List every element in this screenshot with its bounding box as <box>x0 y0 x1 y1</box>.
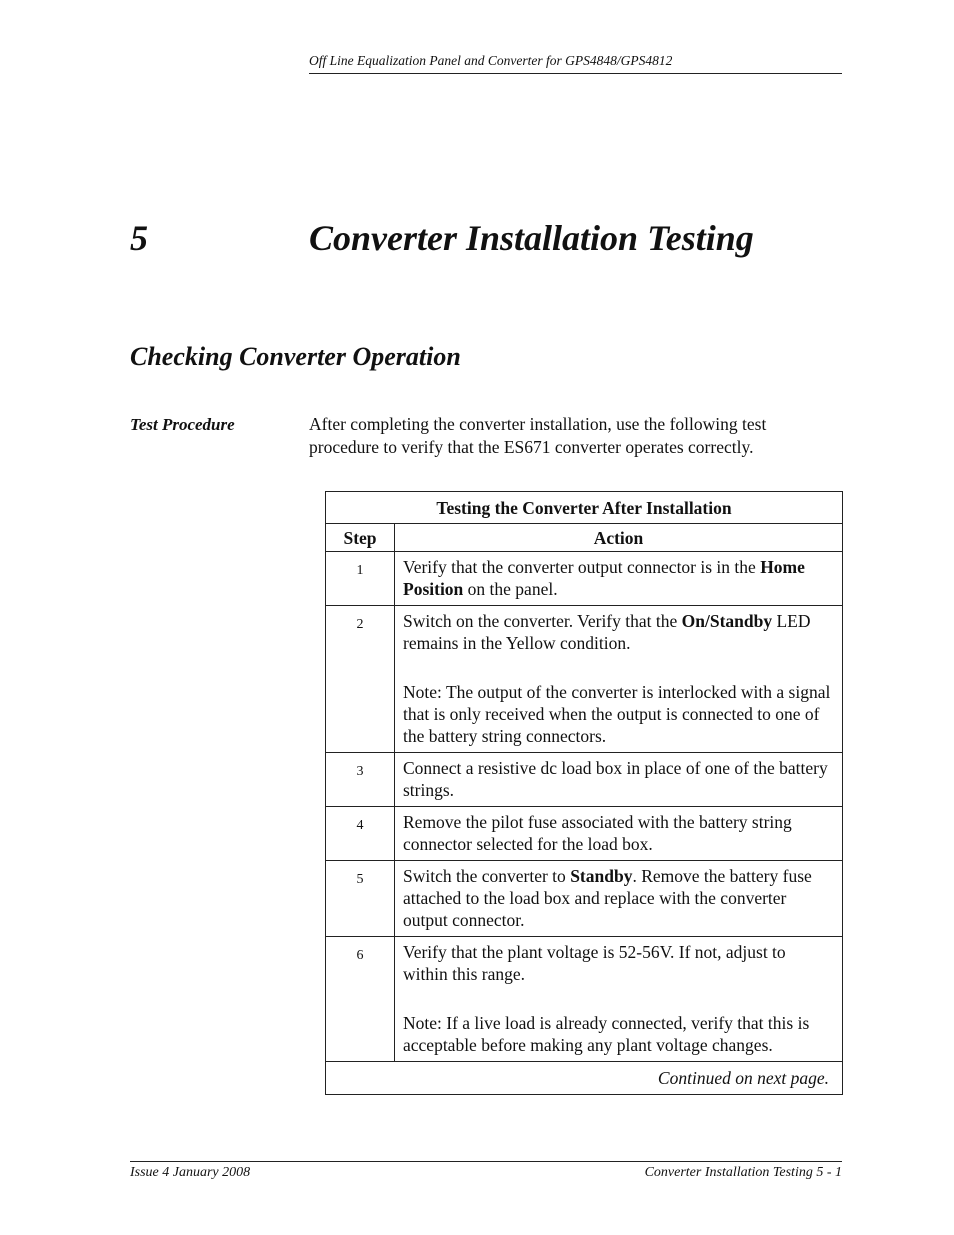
step-number: 2 <box>326 606 395 753</box>
table-row <box>326 861 843 937</box>
table-caption-row <box>326 492 843 524</box>
step-action <box>395 552 843 606</box>
step-action <box>395 937 843 1062</box>
step-number: 5 <box>326 861 395 937</box>
step-number: 1 <box>326 552 395 606</box>
table-header-row <box>326 524 843 552</box>
page-footer <box>130 1161 842 1182</box>
step-action <box>395 861 843 937</box>
test-steps-table <box>325 491 843 1095</box>
action-text <box>403 811 834 855</box>
action-text <box>403 556 834 600</box>
table-caption: Testing the Converter After Installation <box>326 492 843 524</box>
table-row <box>326 552 843 606</box>
footer-issue: Issue 4 January 2008 <box>130 1165 251 1180</box>
action-emphasis: Home Position <box>403 557 805 599</box>
action-text <box>403 941 834 985</box>
action-text-part: on the panel. <box>463 579 558 599</box>
table-row <box>326 606 843 753</box>
continued-note: Continued on next page. <box>326 1062 843 1095</box>
action-text-part: LED remains in the Yellow condition. <box>403 611 811 653</box>
table-row <box>326 937 843 1062</box>
action-text-part: Verify that the converter output connector is in the <box>403 557 761 577</box>
footer-page-ref: Converter Installation Testing 5 - 1 <box>644 1165 842 1180</box>
continued-row <box>326 1062 843 1095</box>
section-title: Checking Converter Operation <box>130 342 461 371</box>
action-text-part: Remove the pilot fuse associated with the battery string connector selected for the load box. <box>403 812 792 854</box>
action-column-header: Action <box>395 524 843 552</box>
action-emphasis: On/Standby <box>681 611 773 631</box>
action-emphasis: Standby <box>570 866 633 886</box>
running-header: Off Line Equalization Panel and Converter for GPS4848/GPS4812 <box>309 52 842 74</box>
step-action <box>395 807 843 861</box>
step-column-header: Step <box>326 524 395 552</box>
action-text-part: . Remove the battery fuse attached to the load box and replace with the converter output connector. <box>403 866 812 930</box>
action-text-part: Switch the converter to <box>403 866 571 886</box>
action-text <box>403 865 834 931</box>
action-text-part: Connect a resistive dc load box in place of one of the battery strings. <box>403 758 828 800</box>
procedure-intro: After completing the converter installation, use the following test procedure to verify that the ES671 converter operates correctly. <box>309 414 767 457</box>
action-text-part: Switch on the converter. Verify that the <box>403 611 682 631</box>
action-text <box>403 610 834 654</box>
step-number: 3 <box>326 753 395 807</box>
chapter-title: Converter Installation Testing <box>309 218 754 258</box>
step-action <box>395 606 843 753</box>
action-text <box>403 757 834 801</box>
table-row <box>326 807 843 861</box>
test-procedure-label: Test Procedure <box>130 415 235 434</box>
step-number: 4 <box>326 807 395 861</box>
step-rows <box>326 552 843 1062</box>
step-action <box>395 753 843 807</box>
action-text-part: Verify that the plant voltage is 52-56V. If not, adjust to within this range. <box>403 942 786 984</box>
action-note: Note: If a live load is already connected, verify that this is acceptable before making any plant voltage changes. <box>403 1013 810 1055</box>
table-row <box>326 753 843 807</box>
action-note: Note: The output of the converter is interlocked with a signal that is only received when the output is connected to one of the battery string connectors. <box>403 682 831 746</box>
chapter-number: 5 <box>130 218 148 258</box>
step-number: 6 <box>326 937 395 1062</box>
